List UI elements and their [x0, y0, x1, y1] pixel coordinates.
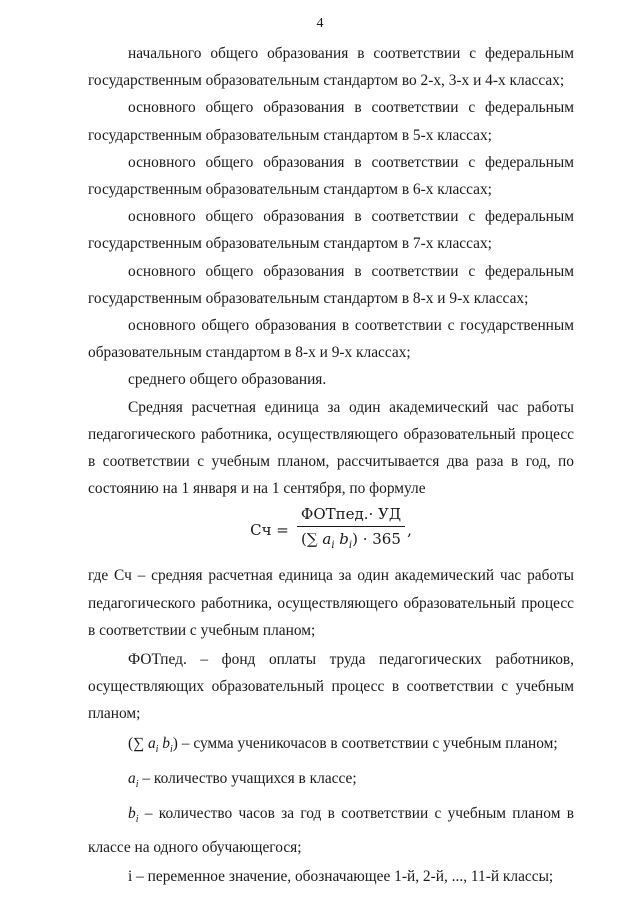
sub-i: i	[135, 779, 139, 791]
var-b: b	[162, 734, 170, 752]
formula-denominator	[297, 527, 405, 556]
formula-fraction	[297, 504, 405, 556]
document-body	[88, 40, 574, 890]
formula-numerator: ФОТпед.· УД	[297, 504, 405, 527]
sub-i: i	[155, 743, 159, 755]
formula	[88, 502, 574, 558]
paragraph: Средняя расчетная единица за один академический час работы педагогического работника, осуществляющего образовательный процесс в соответствии с учебным планом, рассчитывается два раза в год, по состоянию на 1 января и на 1 сентября, по формуле	[88, 398, 574, 498]
paragraph: среднего общего образования.	[128, 371, 327, 389]
formula-trailing: ,	[407, 520, 412, 539]
page-number: 4	[316, 16, 324, 31]
var-b: b	[128, 805, 136, 823]
paragraph: основного общего образования в соответствии с государственным образовательным стандартом в 8-х и 9-х классах;	[88, 317, 574, 362]
paragraph: основного общего образования в соответствии с федеральным государственным образовательным стандартом в 5-х классах;	[88, 99, 574, 144]
var-a: a	[322, 530, 332, 549]
sum-definition	[88, 730, 574, 763]
paragraph: основного общего образования в соответствии с федеральным государственным образовательным стандартом в 6-х классах;	[88, 153, 574, 199]
b-definition-text: – количество часов за год в соответствии с учебным планом в классе на одного обучающегося;	[88, 805, 574, 856]
paren-open: (∑	[128, 734, 148, 752]
var-b: b	[339, 530, 349, 549]
formula-lhs: Сч =	[250, 520, 289, 539]
paragraph: основного общего образования в соответствии с федеральным государственным образовательным стандартом в 7-х классах;	[88, 208, 574, 253]
b-definition	[88, 800, 574, 860]
paren-close-365: ) · 365	[352, 530, 401, 549]
a-definition	[88, 765, 574, 798]
a-definition-text: – количество учащихся в классе;	[138, 769, 357, 787]
paragraph: начального общего образования в соответствии с федеральным государственным образовательным стандартом во 2-х, 3-х и 4-х классах;	[88, 45, 574, 90]
paragraph-where: где Сч – средняя расчетная единица за один академический час работы педагогического работника, осуществляющего образовательный процесс в соответствии с учебным планом;	[88, 567, 574, 639]
paren-close: )	[172, 734, 178, 752]
var-a: a	[128, 769, 136, 787]
var-a: a	[147, 734, 156, 752]
sub-i: i	[348, 540, 353, 552]
paragraph: основного общего образования в соответствии с федеральным государственным образовательным стандартом в 8-х и 9-х классах;	[88, 262, 574, 307]
sum-definition-text: – сумма ученикочасов в соответствии с учебным планом;	[177, 734, 558, 752]
sub-i: i	[331, 540, 335, 552]
paren-open: (∑	[301, 530, 323, 549]
sub-i: i	[170, 743, 173, 755]
sub-i: i	[135, 814, 139, 826]
i-definition: i – переменное значение, обозначающее 1-й, 2-й, ..., 11-й классы;	[128, 867, 554, 885]
paragraph-fot: ФОТпед. – фонд оплаты труда педагогических работников, осуществляющих образовательный процесс в соответствии с учебным планом;	[88, 651, 574, 723]
